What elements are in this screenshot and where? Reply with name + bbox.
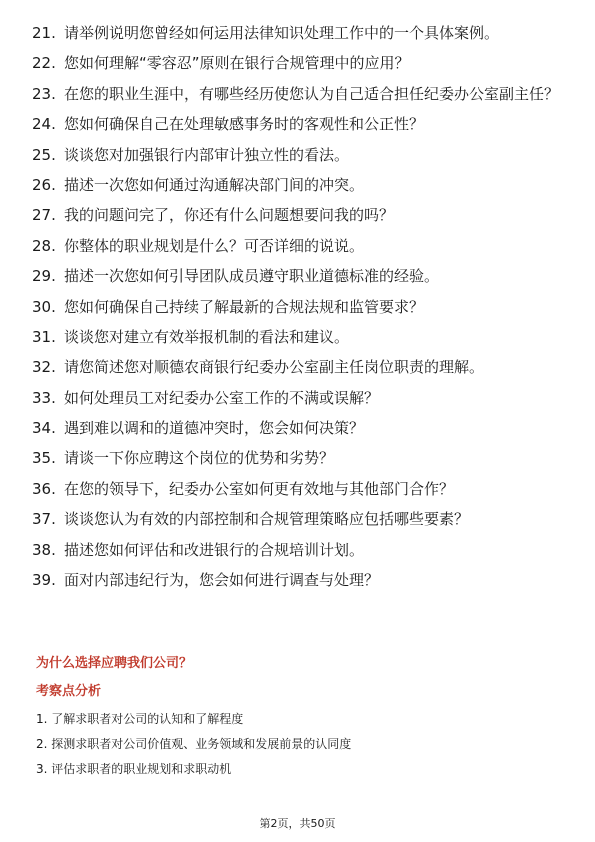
question-number: 27. — [32, 206, 56, 225]
question-text: 请您简述您对顺德农商银行纪委办公室副主任岗位职责的理解。 — [64, 358, 485, 377]
question-text: 描述一次您如何引导团队成员遵守职业道德标准的经验。 — [64, 267, 440, 286]
question-item — [32, 539, 560, 561]
analysis-item: 3. 评估求职者的职业规划和求职动机 — [36, 762, 232, 776]
analysis-list — [36, 711, 556, 777]
question-text: 谈谈您对加强银行内部审计独立性的看法。 — [64, 145, 350, 164]
question-item — [32, 569, 560, 591]
question-text: 谈谈您对建立有效举报机制的看法和建议。 — [64, 327, 350, 346]
page-footer: 第2页，共50页 — [259, 817, 336, 830]
question-number: 25. — [32, 145, 56, 164]
question-number: 21. — [32, 24, 56, 42]
question-text: 您如何理解“零容忍”原则在银行合规管理中的应用？ — [64, 54, 410, 73]
question-item — [32, 204, 560, 226]
question-text: 描述一次您如何通过沟通解决部门间的冲突。 — [64, 175, 365, 194]
question-item — [32, 296, 560, 318]
question-number: 23. — [32, 84, 56, 103]
question-item — [32, 508, 560, 530]
question-number: 36. — [32, 479, 56, 498]
question-number: 37. — [32, 510, 56, 529]
question-item — [32, 417, 560, 439]
question-item — [32, 387, 560, 409]
section-subtitle: 考察点分析 — [36, 684, 102, 699]
question-text: 谈谈您认为有效的内部控制和合规管理策略应包括哪些要素？ — [64, 510, 470, 529]
question-item — [32, 174, 560, 196]
question-text: 在您的领导下，纪委办公室如何更有效地与其他部门合作？ — [64, 479, 455, 498]
question-text: 请谈一下你应聘这个岗位的优势和劣势？ — [64, 449, 335, 468]
question-item — [32, 83, 560, 105]
question-text: 我的问题问完了，你还有什么问题想要问我的吗？ — [64, 206, 395, 225]
question-number: 24. — [32, 115, 56, 134]
question-number: 30. — [32, 297, 56, 316]
question-item — [32, 356, 560, 378]
question-number: 39. — [32, 571, 56, 590]
question-text: 面对内部违纪行为，您会如何进行调查与处理？ — [64, 571, 380, 590]
question-list — [32, 22, 560, 599]
question-item — [32, 478, 560, 500]
question-text: 在您的职业生涯中，有哪些经历使您认为自己适合担任纪委办公室副主任？ — [64, 84, 560, 103]
question-item — [32, 326, 560, 348]
question-item — [32, 144, 560, 166]
question-number: 28. — [32, 236, 56, 255]
question-number: 29. — [32, 267, 56, 286]
analysis-section — [36, 655, 556, 786]
question-item — [32, 235, 560, 257]
question-item — [32, 22, 560, 44]
question-text: 描述您如何评估和改进银行的合规培训计划。 — [64, 540, 365, 559]
question-text: 您如何确保自己在处理敏感事务时的客观性和公正性？ — [64, 115, 425, 134]
question-text: 遇到难以调和的道德冲突时，您会如何决策？ — [64, 419, 365, 438]
question-item — [32, 52, 560, 74]
question-text: 请举例说明您曾经如何运用法律知识处理工作中的一个具体案例。 — [64, 24, 500, 42]
question-number: 34. — [32, 419, 56, 438]
question-text: 您如何确保自己持续了解最新的合规法规和监管要求？ — [64, 297, 425, 316]
question-text: 如何处理员工对纪委办公室工作的不满或误解？ — [64, 388, 380, 407]
question-number: 33. — [32, 388, 56, 407]
question-text: 你整体的职业规划是什么？可否详细的说说。 — [64, 236, 365, 255]
question-number: 35. — [32, 449, 56, 468]
question-number: 26. — [32, 175, 56, 194]
question-number: 38. — [32, 540, 56, 559]
question-number: 32. — [32, 358, 56, 377]
question-item — [32, 113, 560, 135]
question-number: 31. — [32, 327, 56, 346]
section-title: 为什么选择应聘我们公司？ — [36, 656, 193, 671]
analysis-item: 2. 探测求职者对公司价值观、业务领域和发展前景的认同度 — [36, 737, 352, 751]
analysis-item: 1. 了解求职者对公司的认知和了解程度 — [36, 712, 244, 726]
question-item — [32, 447, 560, 469]
question-item — [32, 265, 560, 287]
question-number: 22. — [32, 54, 56, 73]
